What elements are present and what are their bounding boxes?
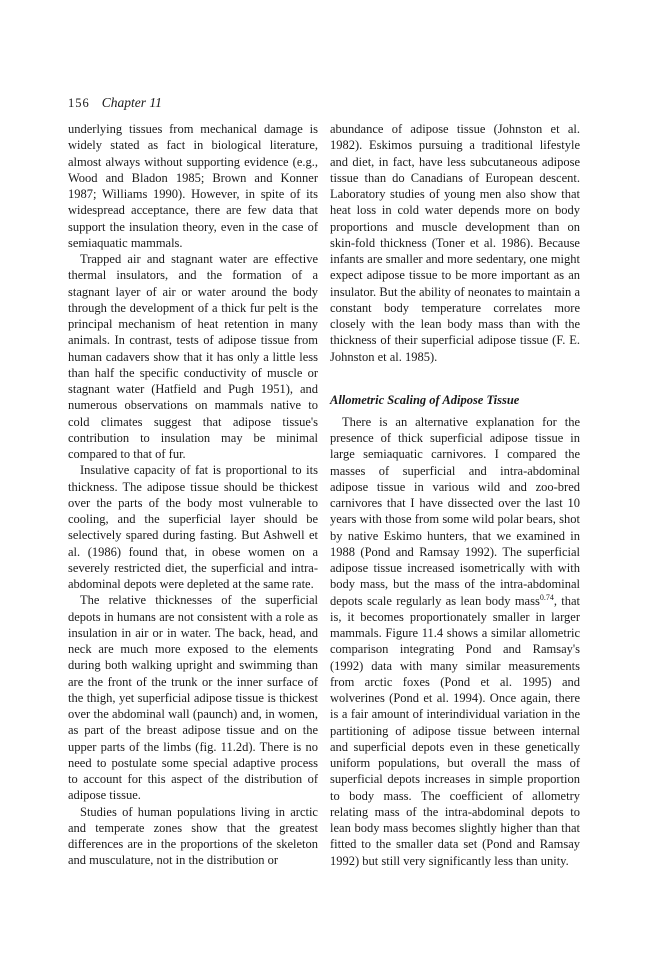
running-header	[68, 95, 162, 111]
paragraph	[330, 414, 580, 869]
paragraph: underlying tissues from mechanical damage is widely stated as fact in biological literature, almost always without supporting evidence (e.g., Wood and Bladon 1985; Brown and Konner 1987; Williams 1990). However, in spite of its widespread acceptance, there are few data that support the insulation theory, even in the case of semiaquatic mammals.	[68, 122, 318, 250]
paragraph-text: There is an alternative explanation for the presence of thick superficial adipose tissue in large semiaquatic carnivores. I compared the masses of superficial and intra-abdominal adipose tissue in various wild and zoo-bred carnivores that I have dissected over the last 10 years with those from some wild polar bears, shot by native Eskimo hunters, that we examined in 1988 (Pond and Ramsay 1992). The superficial adipose tissue increased isometrically with with body mass, but the mass of the intra-abdominal depots scale regularly as lean body mass	[330, 414, 580, 608]
paragraph: Trapped air and stagnant water are effective thermal insulators, and the formation of a stagnant layer of air or water around the body through the development of a thick fur pelt is the principal mechanism of heat retention in many animals. In contrast, tests of adipose tissue from human cadavers show that it has only a little less than half the specific conductivity of muscle or stagnant water (Hatfield and Pugh 1951), and numerous observations on mammals native to cold climates suggest that adipose tissue's contribution to insulation may be minimal compared to that of fur.	[68, 252, 318, 461]
chapter-title: Chapter 11	[101, 95, 162, 110]
paragraph: Insulative capacity of fat is proportional to its thickness. The adipose tissue should be thickest over the parts of the body most vulnerable to cooling, and the superficial layer should be selectively spared during fasting. But Ashwell et al. (1986) found that, in obese women on a severely restricted diet, the superficial and intra-abdominal depots were depleted at the same rate.	[68, 463, 318, 591]
right-column	[330, 121, 580, 869]
paragraph: abundance of adipose tissue (Johnston et al. 1982). Eskimos pursuing a traditional lifestyle and diet, in fact, have less subcutaneous adipose tissue than do Canadians of European descent. Laboratory studies of young men also show that heat loss in cold water depends more on body proportions and muscle development than on skin-fold thickness (Toner et al. 1986). Because infants are smaller and more sedentary, one might expect adipose tissue to be more important as an insulator. But the ability of neonates to maintain a constant body temperature correlates more closely with the lean body mass than with the thickness of their superficial adipose tissue (F. E. Johnston et al. 1985).	[330, 122, 580, 364]
page-number: 156	[68, 96, 90, 110]
paragraph: Studies of human populations living in arctic and temperate zones show that the greatest differences are in the proportions of the skeleton and musculature, not in the distribution or	[68, 804, 318, 868]
paragraph-text-cont: , that is, it becomes proportionately smaller in larger mammals. Figure 11.4 shows a similar allometric comparison integrating Pond and Ramsay's (1992) data with many similar measurements from arctic foxes (Pond et al. 1995) and wolverines (Pond et al. 1994). Once again, there is a fair amount of interindividual variation in the partitioning of adipose tissue between internal and superficial depots even in these genetically uniform populations, but overall the mass of superficial depots increases in simple proportion to body mass. The coefficient of allometry relating mass of the intra-abdominal depots to lean body mass becomes slightly higher than that fitted to the smaller data set (Pond and Ramsay 1992) but still very significantly less than unity.	[330, 593, 581, 868]
exponent: 0.74	[539, 592, 554, 602]
section-heading: Allometric Scaling of Adipose Tissue	[330, 392, 520, 407]
paragraph: The relative thicknesses of the superficial depots in humans are not consistent with a role as insulation in air or in water. The back, head, and neck are much more exposed to the elements during both walking upright and swimming than are the front of the trunk or the inner surface of the thigh, yet superficial adipose tissue is thickest over the abdominal wall (paunch) and, in women, as part of the breast adipose tissue and on the upper parts of the limbs (fig. 11.2d). There is no need to postulate some special adaptive process to account for this aspect of the distribution of adipose tissue.	[68, 593, 318, 803]
left-column	[68, 121, 318, 869]
